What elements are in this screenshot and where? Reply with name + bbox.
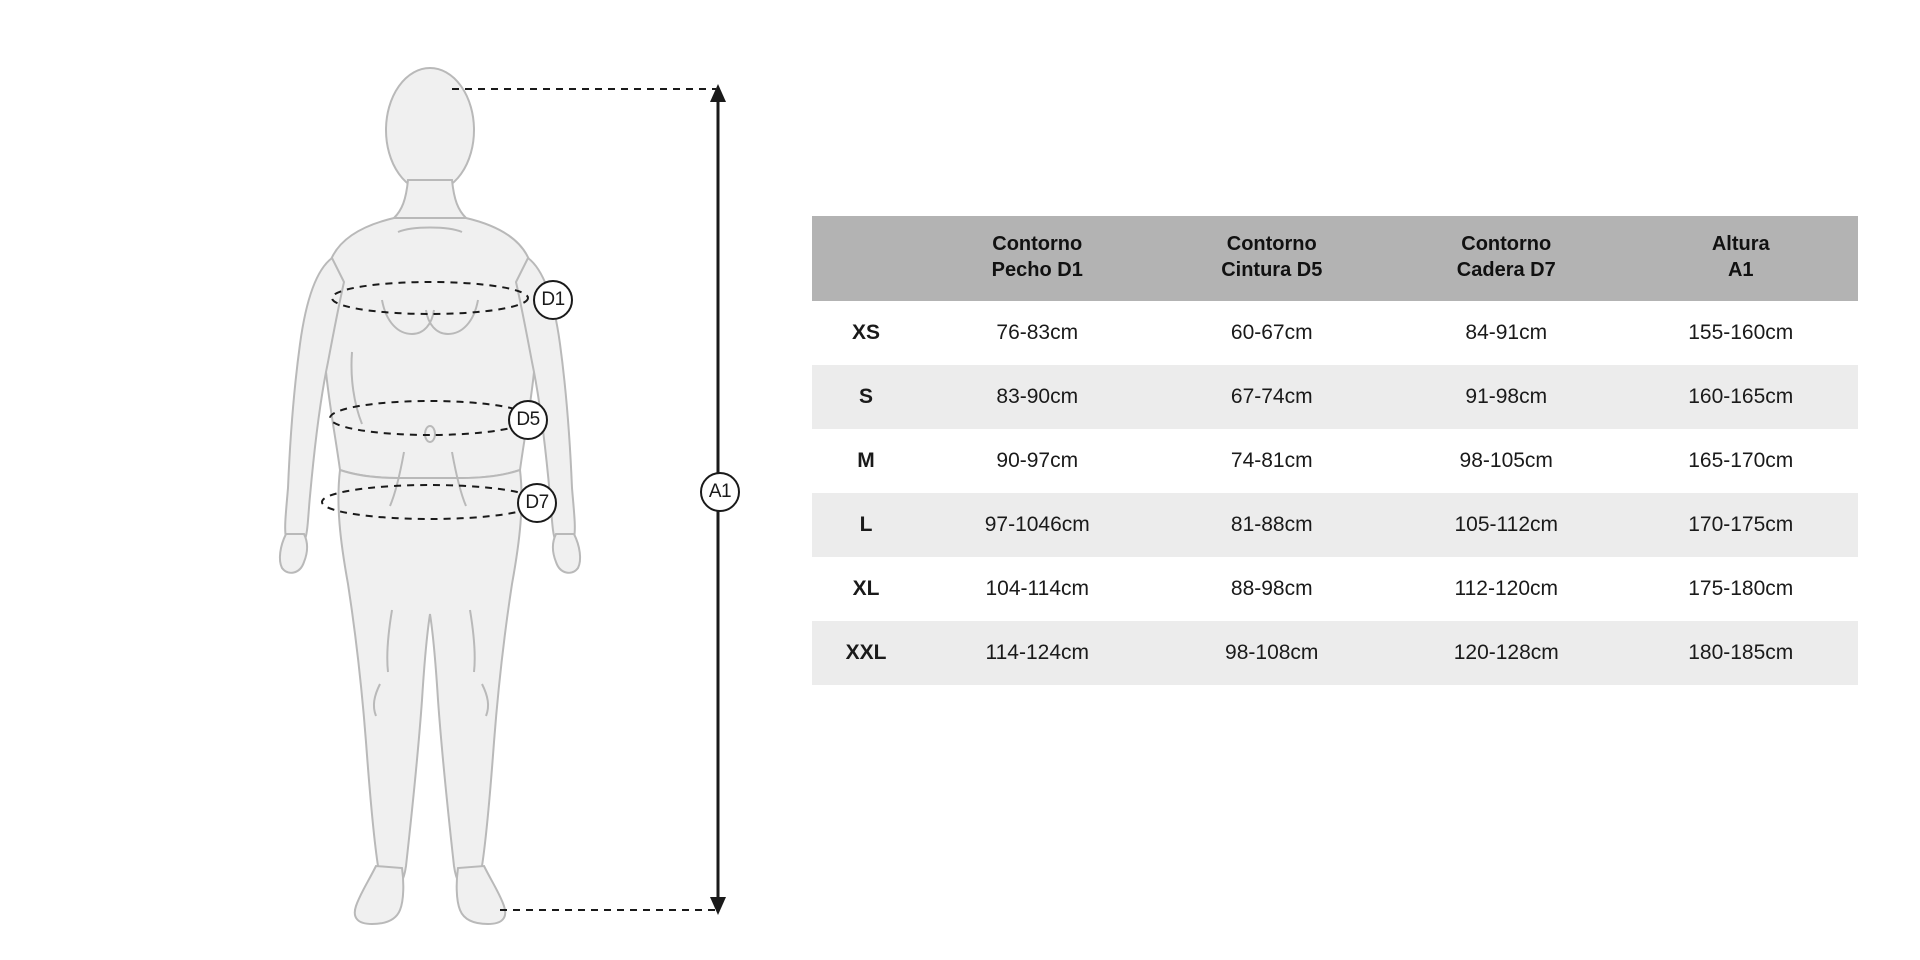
cell-size: S (812, 365, 920, 429)
cell-hip: 120-128cm (1389, 621, 1624, 685)
table-row (812, 621, 1858, 685)
cell-hip: 112-120cm (1389, 557, 1624, 621)
size-table-body (812, 301, 1858, 685)
cell-size: XL (812, 557, 920, 621)
callout-a1-label: A1 (708, 481, 732, 502)
table-row (812, 429, 1858, 493)
cell-waist: 81-88cm (1155, 493, 1390, 557)
cell-chest: 114-124cm (920, 621, 1155, 685)
table-row (812, 365, 1858, 429)
size-table-head (812, 216, 1858, 301)
header-hip-line1: Contorno (1461, 233, 1552, 255)
size-table-container (812, 216, 1858, 685)
header-waist (1155, 216, 1390, 301)
height-arrow-head-bottom (710, 897, 726, 915)
cell-waist: 88-98cm (1155, 557, 1390, 621)
height-arrow-head-top (710, 84, 726, 102)
header-waist-line2: Cintura D5 (1221, 258, 1323, 281)
figure-legs (338, 470, 521, 888)
cell-height: 155-160cm (1624, 301, 1859, 365)
figure-right-hand (553, 534, 580, 573)
figure-left-hand (280, 534, 307, 573)
callout-d7 (517, 483, 557, 523)
header-chest-line1: Contorno (992, 233, 1083, 255)
cell-height: 160-165cm (1624, 365, 1859, 429)
cell-hip: 105-112cm (1389, 493, 1624, 557)
header-height-line2: A1 (1727, 258, 1754, 281)
figure-left-foot (355, 866, 404, 924)
header-height-line1: Altura (1711, 233, 1770, 255)
figure-head (386, 68, 474, 192)
cell-height: 170-175cm (1624, 493, 1859, 557)
table-row (812, 493, 1858, 557)
cell-chest: 90-97cm (920, 429, 1155, 493)
header-chest (920, 216, 1155, 301)
cell-waist: 67-74cm (1155, 365, 1390, 429)
figure-torso (323, 218, 536, 478)
header-hip-line2: Cadera D7 (1456, 258, 1556, 281)
callout-d5 (508, 400, 548, 440)
callout-d1-label: D1 (541, 289, 565, 310)
cell-size: XXL (812, 621, 920, 685)
cell-size: XS (812, 301, 920, 365)
cell-chest: 83-90cm (920, 365, 1155, 429)
cell-hip: 84-91cm (1389, 301, 1624, 365)
size-table (812, 216, 1858, 685)
cell-hip: 91-98cm (1389, 365, 1624, 429)
table-row (812, 557, 1858, 621)
callout-a1 (700, 472, 740, 512)
header-waist-line1: Contorno (1226, 233, 1317, 255)
header-corner (812, 216, 920, 301)
cell-height: 165-170cm (1624, 429, 1859, 493)
cell-height: 180-185cm (1624, 621, 1859, 685)
cell-size: L (812, 493, 920, 557)
header-chest-line2: Pecho D1 (991, 258, 1083, 281)
cell-waist: 60-67cm (1155, 301, 1390, 365)
table-header-row (812, 216, 1858, 301)
figure-right-foot (457, 866, 506, 924)
body-figure-panel (0, 0, 790, 960)
callout-d5-label: D5 (516, 409, 540, 430)
female-body-diagram (0, 0, 790, 960)
cell-hip: 98-105cm (1389, 429, 1624, 493)
header-height (1624, 216, 1859, 301)
cell-chest: 97-1046cm (920, 493, 1155, 557)
cell-waist: 98-108cm (1155, 621, 1390, 685)
cell-height: 175-180cm (1624, 557, 1859, 621)
cell-chest: 76-83cm (920, 301, 1155, 365)
figure-neck (394, 180, 466, 218)
cell-size: M (812, 429, 920, 493)
cell-waist: 74-81cm (1155, 429, 1390, 493)
header-hip (1389, 216, 1624, 301)
callout-d1 (533, 280, 573, 320)
cell-chest: 104-114cm (920, 557, 1155, 621)
table-row (812, 301, 1858, 365)
callout-d7-label: D7 (525, 492, 549, 513)
